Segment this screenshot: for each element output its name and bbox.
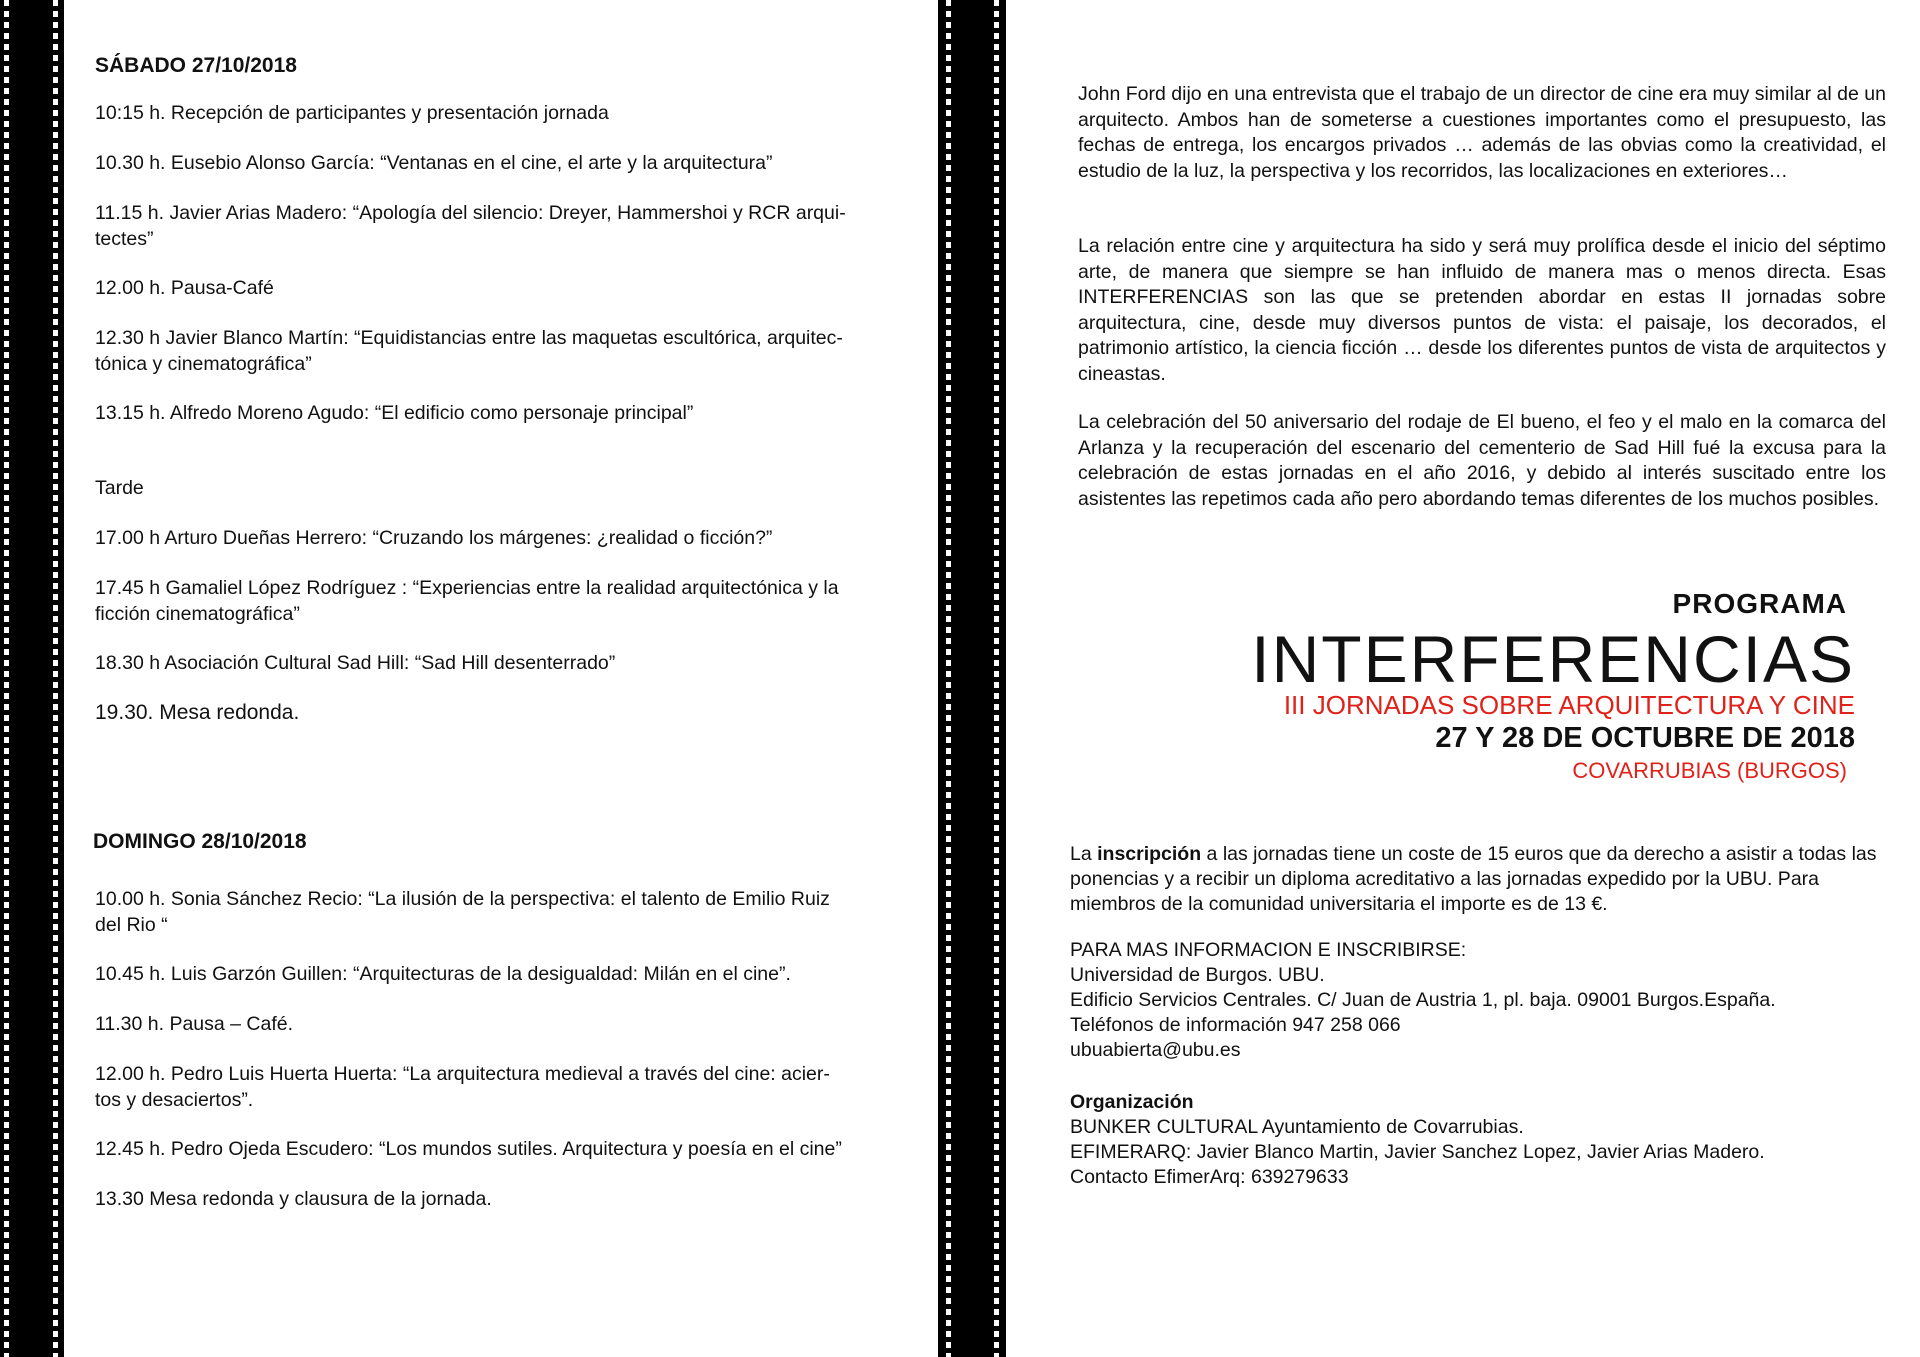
registration-keyword: inscripción: [1097, 843, 1202, 865]
contact-phone: Teléfonos de información 947 258 066: [1070, 1014, 1401, 1036]
schedule-item: 12.00 h. Pedro Luis Huerta Huerta: “La arquitectura medieval a través del cine: acier-: [95, 1063, 830, 1085]
event-subtitle: III JORNADAS SOBRE ARQUITECTURA Y CINE: [1283, 690, 1855, 720]
event-title: INTERFERENCIAS: [1251, 622, 1855, 696]
saturday-heading: SÁBADO 27/10/2018: [95, 54, 297, 77]
schedule-item-continued: tectes”: [95, 228, 154, 250]
organization-block: [1070, 1090, 1890, 1190]
program-label: PROGRAMA: [1672, 588, 1847, 619]
film-perforation: [4, 0, 9, 1357]
schedule-item: 10.00 h. Sonia Sánchez Recio: “La ilusión de la perspectiva: el talento de Emilio Ruiz: [95, 888, 830, 910]
schedule-item: 11.30 h. Pausa – Café.: [95, 1013, 294, 1035]
afternoon-label: Tarde: [95, 477, 144, 499]
schedule-item: 17.00 h Arturo Dueñas Herrero: “Cruzando los márgenes: ¿realidad o ficción?”: [95, 527, 773, 549]
organization-line: Contacto EfimerArq: 639279633: [1070, 1166, 1349, 1188]
intro-paragraph-2: La relación entre cine y arquitectura ha sido y será muy prolífica desde el inicio del séptimo arte, de manera que siempre se han influido de manera mas o menos directa. Esas INTERFERENCIAS son las que se pretenden abordar en estas II jornadas sobre arquitectura, cine, desde muy diversos puntos de vista: el paisaje, los decorados, el patrimonio artístico, la ciencia ficción … desde los diferentes puntos de vista de arquitectos y cineastas.: [1078, 235, 1886, 385]
schedule-item-continued: ficción cinematográfica”: [95, 603, 300, 625]
schedule-item: 12.30 h Javier Blanco Martín: “Equidistancias entre las maquetas escultórica, arquitec-: [95, 327, 843, 349]
schedule-item-continued: tónica y cinematográfica”: [95, 353, 312, 375]
event-dates: 27 Y 28 DE OCTUBRE DE 2018: [1435, 722, 1855, 754]
schedule-item: 12.45 h. Pedro Ojeda Escudero: “Los mundos sutiles. Arquitectura y poesía en el cine”: [95, 1138, 842, 1160]
film-perforation: [946, 0, 951, 1357]
film-perforation: [994, 0, 999, 1357]
schedule-item: 11.15 h. Javier Arias Madero: “Apología del silencio: Dreyer, Hammershoi y RCR arqui-: [95, 202, 846, 224]
schedule-item: 17.45 h Gamaliel López Rodríguez : “Experiencias entre la realidad arquitectónica y la: [95, 577, 839, 599]
schedule-item: 10.45 h. Luis Garzón Guillen: “Arquitecturas de la desigualdad: Milán en el cine”.: [95, 963, 791, 985]
film-strip-center: [938, 0, 1006, 1357]
schedule-item-continued: tos y desaciertos”.: [95, 1089, 254, 1111]
contact-line: Edificio Servicios Centrales. C/ Juan de Austria 1, pl. baja. 09001 Burgos.España.: [1070, 989, 1776, 1011]
schedule-item: 13.30 Mesa redonda y clausura de la jornada.: [95, 1188, 492, 1210]
schedule-item: 13.15 h. Alfredo Moreno Agudo: “El edificio como personaje principal”: [95, 402, 694, 424]
schedule-item-continued: del Rio “: [95, 914, 168, 936]
organization-line: EFIMERARQ: Javier Blanco Martin, Javier Sanchez Lopez, Javier Arias Madero.: [1070, 1141, 1765, 1163]
intro-paragraph-1: John Ford dijo en una entrevista que el trabajo de un director de cine era muy similar al de un arquitecto. Ambos han de someterse a cuestiones importantes como el presupuesto, las fechas de entrega, los encargos privados … además de las obvias como la creatividad, el estudio de la luz, la perspectiva y los recorridos, las localizaciones en exteriores…: [1078, 83, 1886, 182]
organization-line: BUNKER CULTURAL Ayuntamiento de Covarrubias.: [1070, 1116, 1524, 1138]
intro-paragraph-3: La celebración del 50 aniversario del rodaje de El bueno, el feo y el malo en la comarca del Arlanza y la recuperación del escenario del cementerio de Sad Hill fué la excusa para la celebración de estas jornadas en el año 2016, y debido al interés suscitado entre los asistentes las repetimos cada año pero abordando temas diferentes de los muchos posibles.: [1078, 411, 1886, 510]
contact-block: [1070, 938, 1890, 1063]
schedule-item: 12.00 h. Pausa-Café: [95, 277, 274, 299]
schedule-item: 10:15 h. Recepción de participantes y presentación jornada: [95, 102, 609, 124]
sunday-heading: DOMINGO 28/10/2018: [93, 830, 307, 853]
registration-info: [1070, 842, 1890, 917]
schedule-item: 18.30 h Asociación Cultural Sad Hill: “Sad Hill desenterrado”: [95, 652, 616, 674]
registration-text: a las jornadas tiene un coste de 15 euros que da derecho a asistir a todas las ponencias y a recibir un diploma acreditativo a las jornadas expedido por la UBU. Para miembros de la comunidad universitaria el importe es de 13 €.: [1070, 843, 1877, 915]
film-strip-left: [0, 0, 64, 1357]
contact-line: Universidad de Burgos. UBU.: [1070, 964, 1325, 986]
contact-email[interactable]: ubuabierta@ubu.es: [1070, 1039, 1241, 1061]
schedule-item: 19.30. Mesa redonda.: [95, 701, 300, 724]
contact-heading: PARA MAS INFORMACION E INSCRIBIRSE:: [1070, 939, 1467, 961]
event-location: COVARRUBIAS (BURGOS): [1572, 758, 1847, 783]
organization-heading: Organización: [1070, 1091, 1194, 1113]
film-perforation: [53, 0, 58, 1357]
registration-pre: La: [1070, 843, 1098, 865]
schedule-item: 10.30 h. Eusebio Alonso García: “Ventanas en el cine, el arte y la arquitectura”: [95, 152, 773, 174]
